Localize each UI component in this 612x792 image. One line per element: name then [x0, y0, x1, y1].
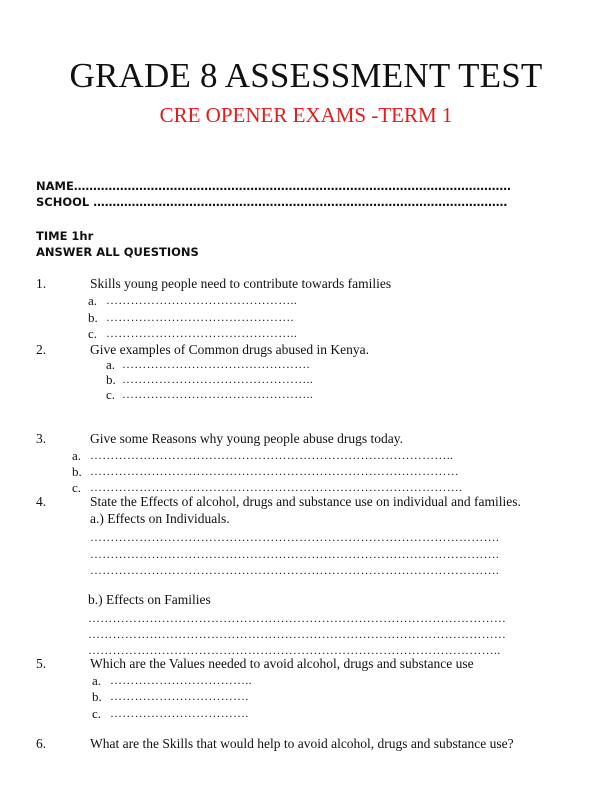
instructions: ANSWER ALL QUESTIONS [36, 245, 199, 259]
page-subtitle: CRE OPENER EXAMS -TERM 1 [159, 103, 453, 127]
school-field[interactable]: SCHOOL ……………………………………………………………………………………………… [36, 195, 508, 209]
question-number: 4. [36, 494, 47, 509]
answer-line[interactable]: ………………………………………………………………………………………… [88, 627, 507, 641]
answer-line[interactable]: ……………………………………….. [106, 293, 298, 307]
question-text: Skills young people need to contribute towards families [90, 276, 392, 291]
question-number: 6. [36, 736, 47, 751]
answer-label: a. [88, 293, 98, 308]
answer-label: a. [106, 357, 116, 372]
answer-label: b. [88, 310, 98, 325]
answer-line[interactable]: ……………………………. [110, 689, 249, 703]
time-allowed: TIME 1hr [36, 229, 94, 243]
answer-label: b. [92, 689, 102, 704]
answer-line[interactable]: ………………………………………………………………………………………. [90, 547, 500, 561]
answer-label: c. [92, 706, 102, 721]
answer-line[interactable]: ……………………………. [110, 706, 249, 720]
effects-families-heading: b.) Effects on Families [88, 592, 211, 607]
question-text: Give examples of Common drugs abused in Kenya. [90, 342, 369, 357]
answer-label: a. [72, 448, 82, 463]
answer-label: c. [88, 326, 98, 341]
answer-label: b. [72, 464, 82, 479]
answer-line[interactable]: ……………………………………………………………………………… [90, 464, 459, 478]
answer-line[interactable]: …………………………………………………………………………….. [90, 448, 454, 462]
answer-label: c. [72, 480, 82, 495]
question-text: State the Effects of alcohol, drugs and substance use on individual and families. [90, 494, 521, 509]
answer-line[interactable]: ………………………………………. [122, 357, 310, 371]
page-title: GRADE 8 ASSESSMENT TEST [69, 56, 543, 95]
answer-label: c. [106, 387, 116, 402]
question-text: Which are the Values needed to avoid alcohol, drugs and substance use [90, 656, 474, 671]
effects-individuals-heading: a.) Effects on Individuals. [90, 511, 230, 526]
question-number: 3. [36, 431, 47, 446]
question-number: 5. [36, 656, 47, 671]
answer-label: b. [106, 372, 116, 387]
answer-line[interactable]: ………………………………………………………………………………………… [88, 611, 507, 625]
question-text: What are the Skills that would help to avoid alcohol, drugs and substance use? [90, 736, 514, 751]
answer-line[interactable]: ……………………………………………………………………………………….. [88, 643, 501, 657]
question-number: 1. [36, 276, 47, 291]
name-field[interactable]: NAME…………………………………………………………………………………………………… [36, 179, 511, 193]
answer-line[interactable]: …………………………….. [110, 673, 252, 687]
answer-line[interactable]: ……………………………………….. [106, 326, 298, 340]
answer-label: a. [92, 673, 102, 688]
answer-line[interactable]: ………………………………………. [106, 310, 294, 324]
answer-line[interactable]: ……………………………………….. [122, 387, 314, 401]
answer-line[interactable]: ……………………………………….. [122, 372, 314, 386]
answer-line[interactable]: ………………………………………………………………………………. [90, 480, 463, 494]
question-text: Give some Reasons why young people abuse drugs today. [90, 431, 403, 446]
answer-line[interactable]: ………………………………………………………………………………………. [90, 563, 500, 577]
answer-line[interactable]: ………………………………………………………………………………………. [90, 530, 500, 544]
question-number: 2. [36, 342, 47, 357]
